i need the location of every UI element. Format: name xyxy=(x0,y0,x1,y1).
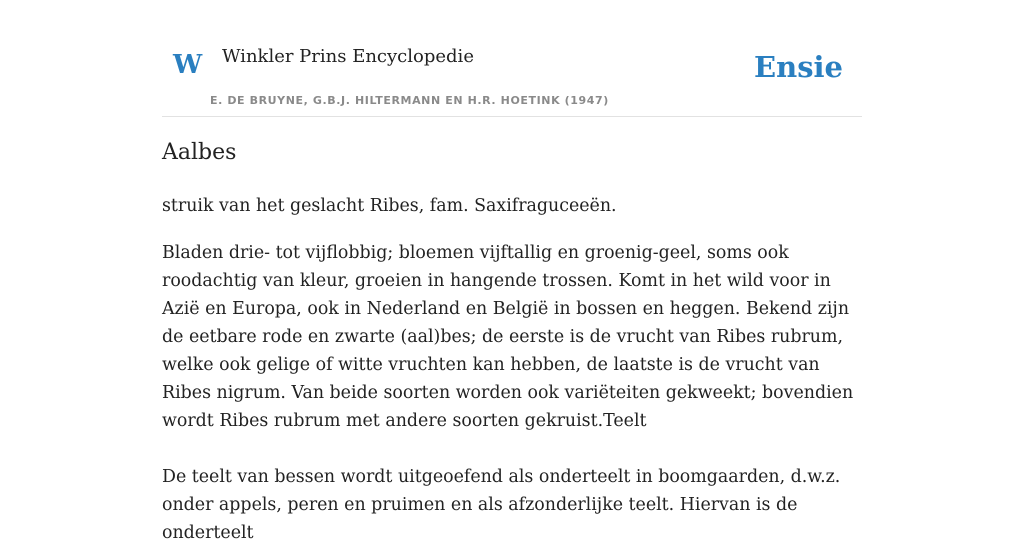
article-paragraph: Bladen drie- tot vijflobbig; bloemen vijftallig en groenig-geel, soms ook roodachtig van kleur, groeien in hangende trossen. Komt in het wild voor in Azië en Europa, ook in Nederland en België in bossen en heggen. Bekend zijn de eetbare rode en zwarte (aal)bes; de eerste is de vrucht van Ribes rubrum, welke ook gelige of witte vruchten kan hebben, de laatste is de vrucht van Ribes nigrum. Van beide soorten worden ook variëteiten gekweekt; bovendien wordt Ribes rubrum met andere soorten gekruist.Teelt xyxy=(162,243,854,431)
site-title[interactable]: Winkler Prins Encyclopedie xyxy=(222,46,474,67)
article-paragraph: De teelt van bessen wordt uitgeoefend als onderteelt in boomgaarden, d.w.z. onder appels, peren en pruimen en als afzonderlijke teelt. Hiervan is de onderteelt xyxy=(162,467,841,543)
article-lead: struik van het geslacht Ribes, fam. Saxifraguceeën. xyxy=(162,196,617,216)
ensie-logo[interactable]: Ensie xyxy=(754,50,843,84)
article-title: Aalbes xyxy=(162,140,237,165)
site-header xyxy=(162,0,862,117)
winkler-prins-logo[interactable]: W xyxy=(173,50,203,80)
authors-line: E. DE BRUYNE, G.B.J. HILTERMANN EN H.R. HOETINK (1947) xyxy=(210,94,609,107)
content-container xyxy=(162,0,862,543)
